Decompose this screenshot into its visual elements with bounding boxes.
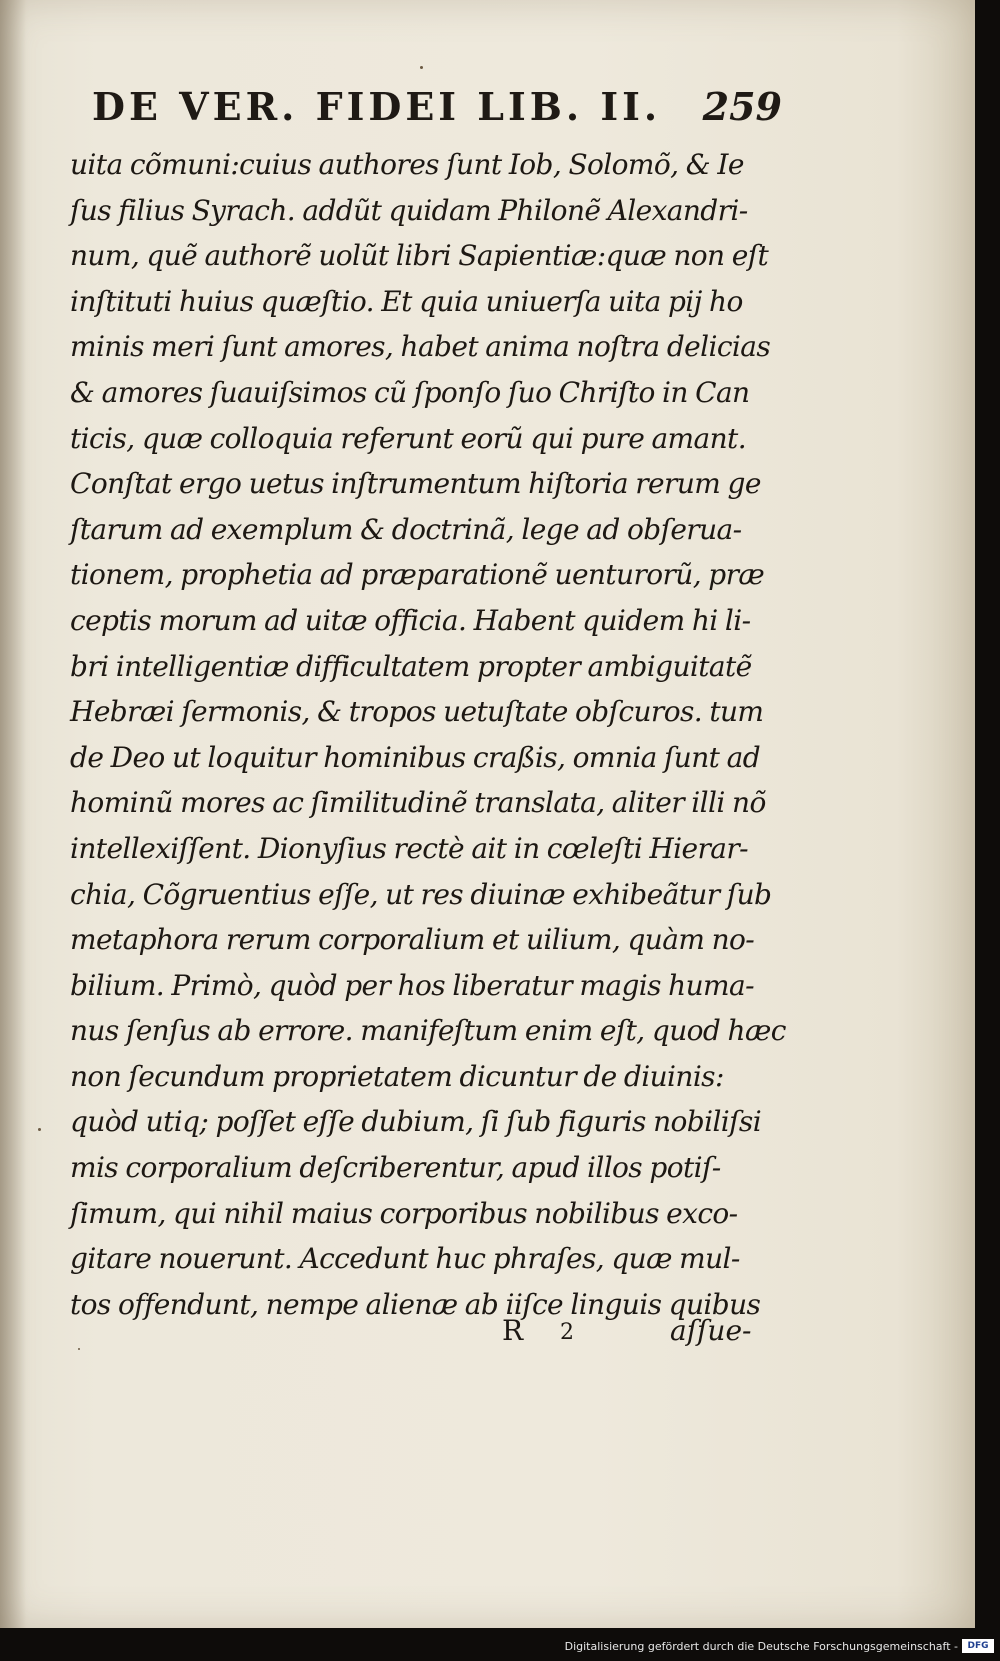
text-line: ticis, quæ colloquia referunt eorũ qui pure amant. xyxy=(70,421,746,455)
text-line: uita cõmuni:cuius authores ſunt Iob, Solomõ, & Ie xyxy=(70,148,744,181)
text-line: tionem, prophetia ad præparationẽ uenturorũ, præ xyxy=(70,558,765,592)
page-header xyxy=(92,84,782,130)
text-line: bilium. Primò, quòd per hos liberatur magis huma- xyxy=(70,968,754,1002)
gutter-shadow xyxy=(0,0,26,1628)
text-line: de Deo ut loquitur hominibus craßis, omnia ſunt ad xyxy=(70,740,761,774)
text-line: intellexiſſent. Dionyſius rectè ait in cœleſti Hierar- xyxy=(70,831,749,865)
text-line: gitare nouerunt. Accedunt huc phraſes, quæ mul- xyxy=(70,1242,740,1276)
text-line: quòd utiq; poſſet eſſe dubium, ſi ſub figuris nobiliſsi xyxy=(70,1105,762,1139)
text-line: mis corporalium deſcriberentur, apud illos potiſ- xyxy=(70,1151,721,1185)
text-line: ceptis morum ad uitæ officia. Habent quidem hi li- xyxy=(70,603,751,637)
text-line: chia, Cõgruentius eſſe, ut res diuinæ exhibeãtur ſub xyxy=(70,877,772,911)
footer-bar xyxy=(0,1628,1000,1661)
digitization-credit: Digitalisierung gefördert durch die Deutsche Forschungsgemeinschaft - xyxy=(564,1640,958,1653)
text-line: minis meri ſunt amores, habet anima noſtra delicias xyxy=(70,330,771,364)
dfg-logo-icon: DFG xyxy=(962,1639,994,1653)
text-line: tos offendunt, nempe alienæ ab iiſce linguis quibus xyxy=(70,1287,761,1321)
body-text xyxy=(70,142,786,1327)
text-line: hominũ mores ac ſimilitudinẽ translata, aliter illi nõ xyxy=(70,786,766,820)
paper-speck xyxy=(78,1348,80,1350)
paper-speck xyxy=(38,1128,41,1131)
text-line: ſtarum ad exemplum & doctrinã, lege ad obſerua- xyxy=(70,512,742,546)
running-title: DE VER. FIDEI LIB. II. xyxy=(92,84,662,129)
text-line: & amores ſuauiſsimos cũ ſponſo ſuo Chriſto in Can xyxy=(70,375,750,409)
paper-speck xyxy=(420,66,423,69)
text-line: ſimum, qui nihil maius corporibus nobilibus exco- xyxy=(70,1196,738,1230)
text-line: ſus filius Syrach. addũt quidam Philonẽ Alexandri- xyxy=(70,193,748,227)
text-line: metaphora rerum corporalium et uilium, quàm no- xyxy=(70,923,755,957)
text-line: Hebræi ſermonis, & tropos uetuſtate obſcuros. tum xyxy=(70,695,764,729)
text-line: Conſtat ergo uetus inſtrumentum hiſtoria rerum ge xyxy=(70,467,761,501)
text-line: bri intelligentiæ difficultatem propter ambiguitatẽ xyxy=(70,649,752,683)
text-line: non ſecundum proprietatem dicuntur de diuinis: xyxy=(70,1059,724,1093)
page-number: 259 xyxy=(702,84,782,129)
text-line: inſtituti huius quæſtio. Et quia uniuerſa uita pij ho xyxy=(70,284,743,318)
signature-line xyxy=(0,1314,975,1354)
signature-number: 2 xyxy=(560,1320,574,1345)
signature-mark: R xyxy=(502,1314,524,1347)
text-line: num, quẽ authorẽ uolũt libri Sapientiæ:quæ non eſt xyxy=(70,239,769,273)
catchword: aſſue- xyxy=(670,1314,752,1347)
text-line: nus ſenſus ab errore. manifeſtum enim eſt, quod hæc xyxy=(70,1014,786,1048)
